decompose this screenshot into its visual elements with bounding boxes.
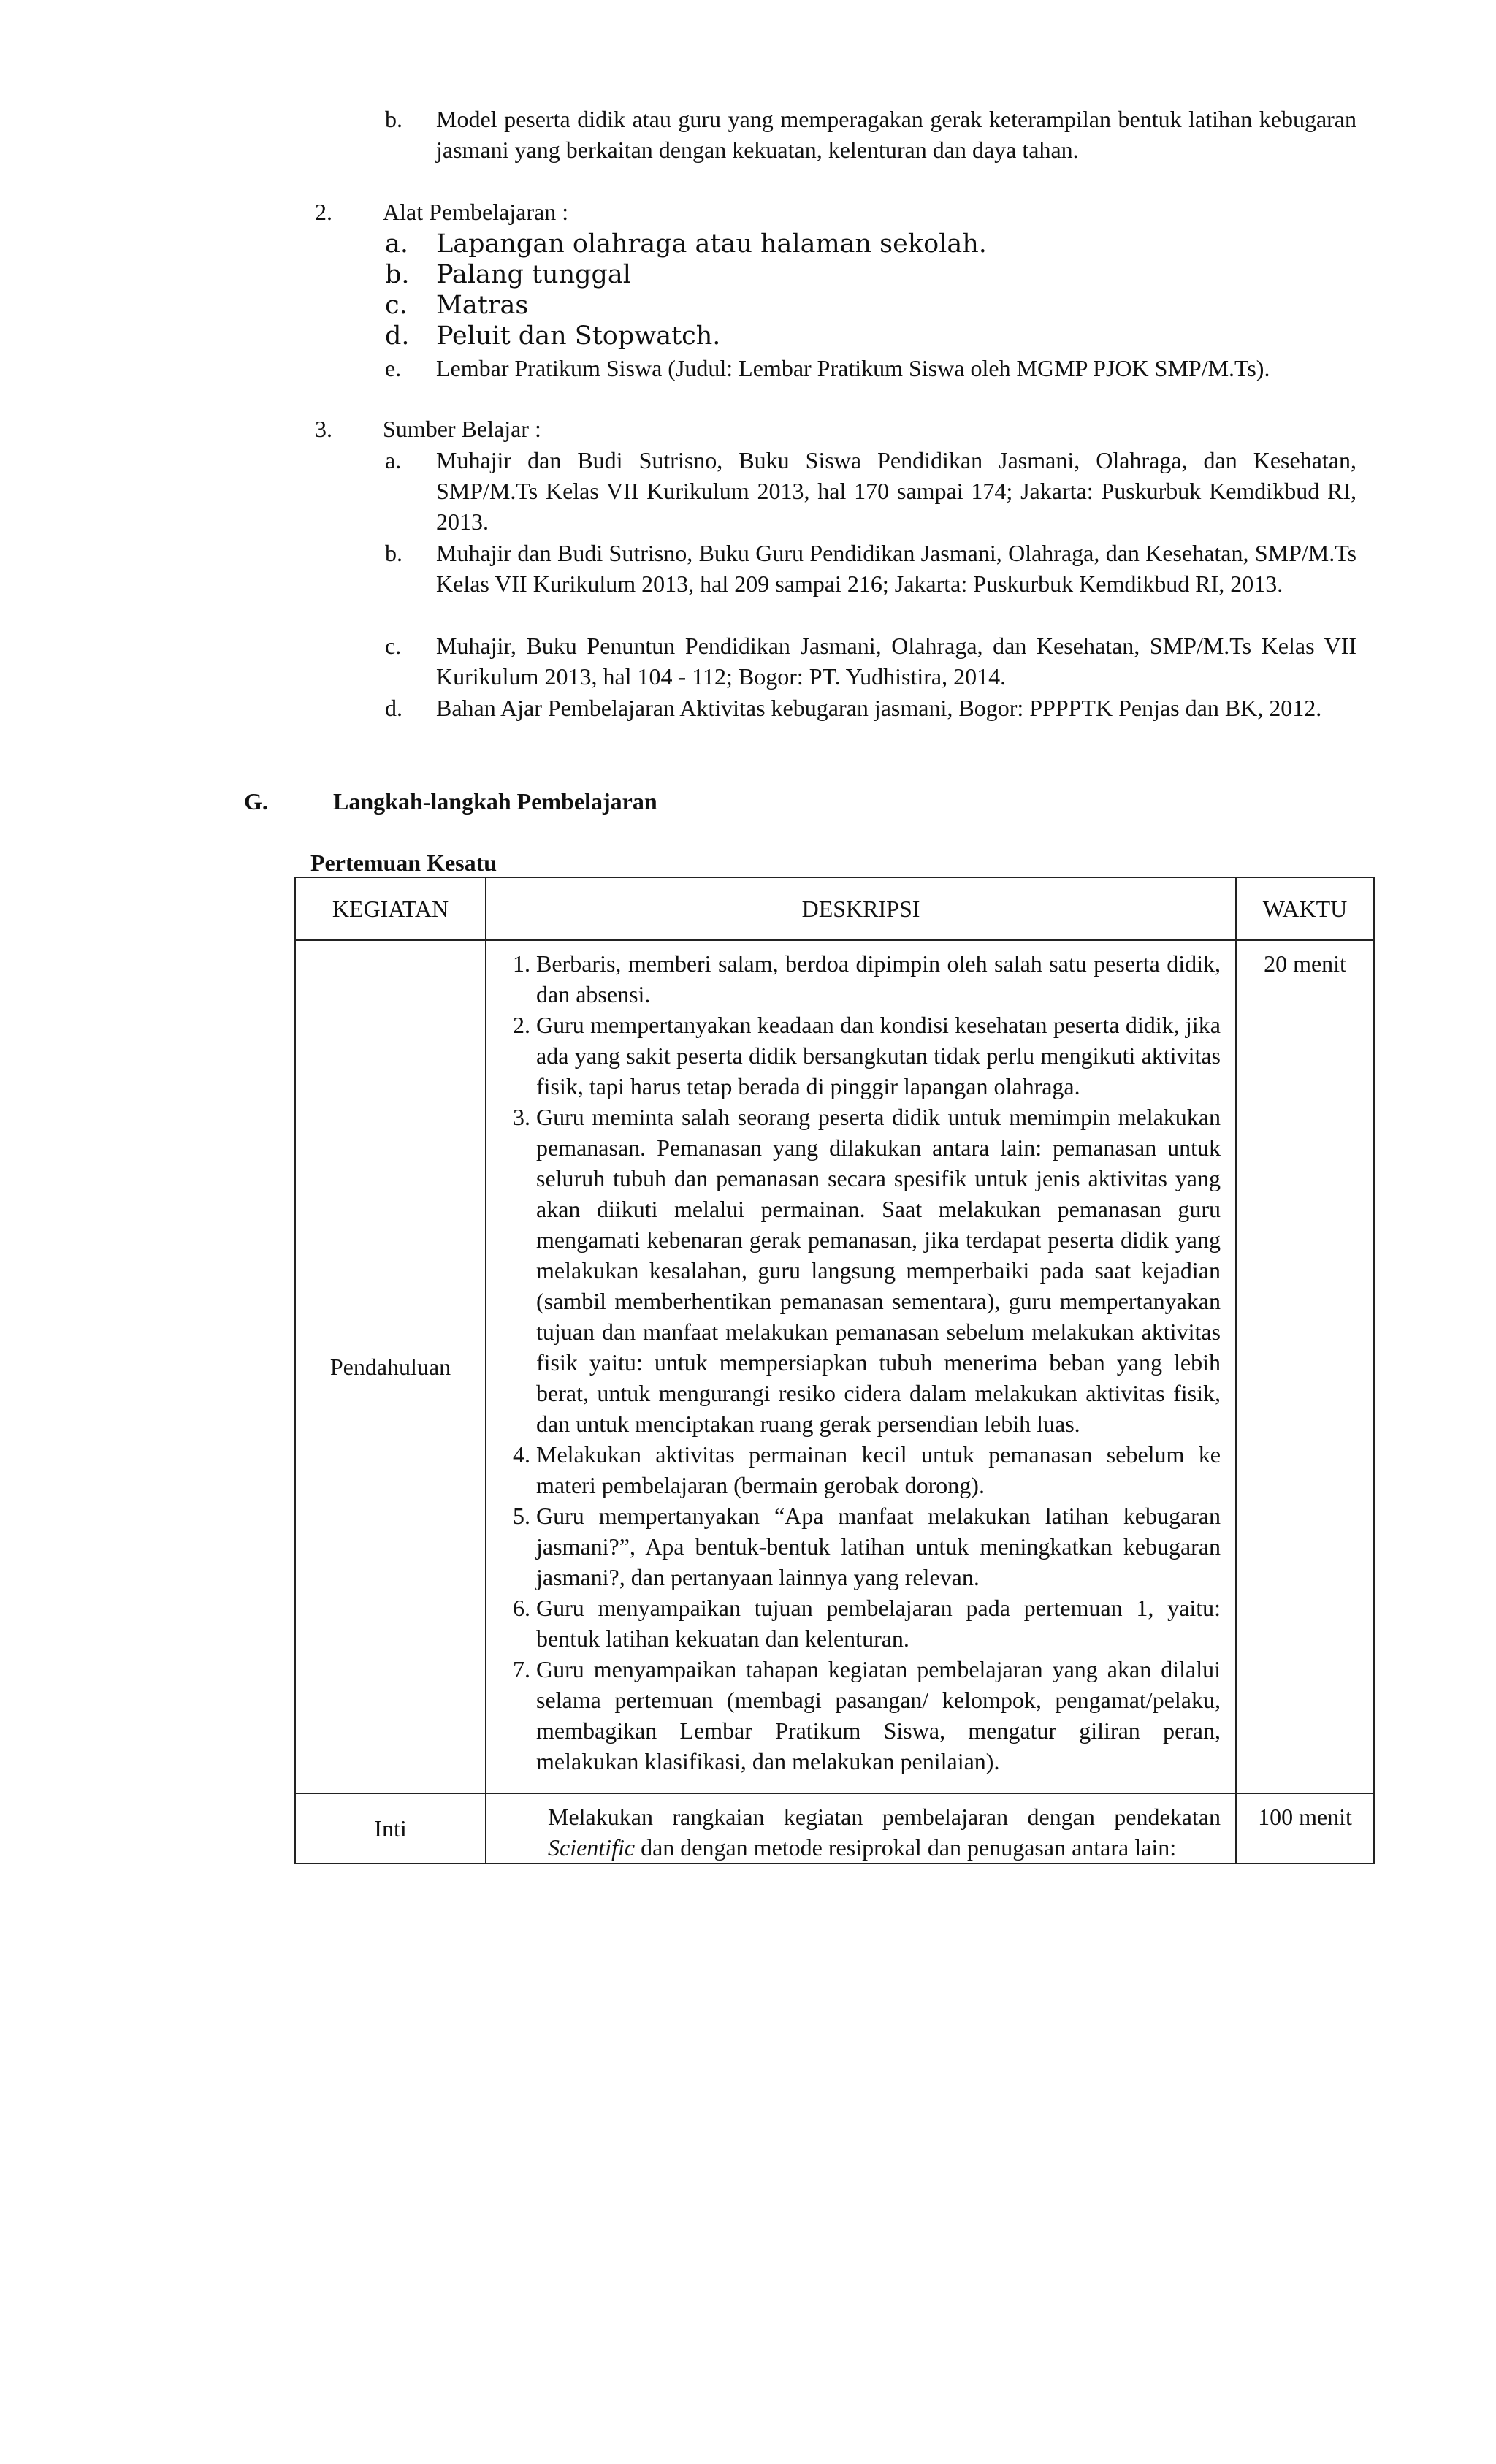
item-label: a. [385, 447, 402, 473]
item-text: Palang tunggal [436, 260, 631, 289]
list-item: 5. Guru mempertanyakan “Apa manfaat melakukan latihan kebugaran jasmani?”, Apa bentuk-bentuk latihan untuk meningkatkan kebugaran jasmani?, dan pertanyaan lainnya yang relevan. [536, 1500, 1221, 1593]
description-pendahuluan [486, 940, 1236, 1793]
alat-item-b [385, 259, 631, 290]
item-label: e. [385, 355, 402, 381]
item-text: Muhajir, Buku Penuntun Pendidikan Jasmani, Olahraga, dan Kesehatan, SMP/M.Ts Kelas VII Kurikulum 2013, hal 104 - 112; Bogor: PT. Yudhistira, 2014. [436, 633, 1356, 690]
list-item: 2. Guru mempertanyakan keadaan dan kondisi kesehatan peserta didik, jika ada yang sakit peserta didik bersangkutan tidak perlu mengikuti aktivitas fisik, tapi harus tetap berada di pinggir lapangan olahraga. [536, 1010, 1221, 1102]
activity-pendahuluan: Pendahuluan [295, 940, 486, 1793]
activity-inti: Inti [295, 1793, 486, 1864]
item-label: c. [385, 633, 402, 659]
item-text: Lapangan olahraga atau halaman sekolah. [436, 229, 987, 259]
item-label: b. [385, 106, 402, 132]
header-waktu: WAKTU [1236, 877, 1374, 940]
item-label: b. [385, 540, 402, 566]
list-item: 3. Guru meminta salah seorang peserta didik untuk memimpin melakukan pemanasan. Pemanasan yang dilakukan antara lain: pemanasan untuk seluruh tubuh dan pemanasan secara spesifik untuk jenis aktivitas yang akan diikuti melalui permainan. Saat melakukan pemanasan guru mengamati kebenaran gerak pemanasan, jika terdapat peserta didik yang melakukan kesalahan, guru langsung memperbaiki pada saat kejadian (sambil memberhentikan pemanasan sementara), guru mempertanyakan tujuan dan manfaat melakukan pemanasan sebelum melakukan aktivitas fisik yaitu: untuk mempersiapkan tubuh menerima beban yang lebih berat, untuk mengurangi resiko cidera dalam melakukan aktivitas fisik, dan untuk menciptakan ruang gerak persendian lebih luas. [536, 1102, 1221, 1439]
inti-desc-before: Melakukan rangkaian kegiatan pembelajaran dengan pendekatan [548, 1804, 1221, 1830]
item-label: b. [385, 260, 410, 289]
item-label: a. [385, 229, 408, 259]
section-g-title: Langkah-langkah Pembelajaran [333, 788, 657, 815]
alat-item-a [385, 229, 987, 259]
alat-item-d [385, 321, 720, 351]
alat-title: Alat Pembelajaran : [383, 199, 569, 225]
section-g-letter: G. [244, 788, 268, 815]
time-pendahuluan: 20 menit [1236, 940, 1374, 1793]
item-text: Peluit dan Stopwatch. [436, 321, 721, 351]
inti-desc-after: dan dengan metode resiprokal dan penugasan antara lain: [635, 1834, 1177, 1861]
time-inti: 100 menit [1236, 1793, 1374, 1864]
item-label: d. [385, 695, 402, 721]
lesson-steps-table [294, 877, 1375, 1864]
description-inti [486, 1793, 1236, 1864]
alat-item-c [385, 290, 528, 321]
item-text: Muhajir dan Budi Sutrisno, Buku Siswa Pendidikan Jasmani, Olahraga, dan Kesehatan, SMP/M.Ts Kelas VII Kurikulum 2013, hal 170 sampai 174; Jakarta: Puskurbuk Kemdikbud RI, 2013. [436, 447, 1356, 535]
list-item: 6. Guru menyampaikan tujuan pembelajaran pada pertemuan 1, yaitu: bentuk latihan kekuatan dan kelenturan. [536, 1593, 1221, 1654]
item-label: d. [385, 321, 410, 351]
table-row-pendahuluan [295, 940, 1374, 1793]
header-deskripsi: DESKRIPSI [486, 877, 1236, 940]
table-header-row [295, 877, 1374, 940]
list-item: 7. Guru menyampaikan tahapan kegiatan pembelajaran yang akan dilalui selama pertemuan (membagi pasangan/ kelompok, pengamat/pelaku, membagikan Lembar Pratikum Siswa, mengatur giliran peran, melakukan klasifikasi, dan melakukan penilaian). [536, 1654, 1221, 1777]
item-text: Lembar Pratikum Siswa (Judul: Lembar Pratikum Siswa oleh MGMP PJOK SMP/M.Ts). [436, 355, 1270, 381]
table-row-inti [295, 1793, 1374, 1864]
header-kegiatan: KEGIATAN [295, 877, 486, 940]
list-item: 4. Melakukan aktivitas permainan kecil untuk pemanasan sebelum ke materi pembelajaran (bermain gerobak dorong). [536, 1439, 1221, 1500]
alat-number: 2. [315, 199, 332, 225]
meeting-title: Pertemuan Kesatu [310, 850, 497, 876]
sumber-number: 3. [315, 416, 332, 442]
sumber-title: Sumber Belajar : [383, 416, 541, 442]
alat-heading [315, 197, 332, 227]
pendahuluan-steps [486, 941, 1235, 1793]
item-text: Muhajir dan Budi Sutrisno, Buku Guru Pendidikan Jasmani, Olahraga, dan Kesehatan, SMP/M.Ts Kelas VII Kurikulum 2013, hal 209 sampai 216; Jakarta: Puskurbuk Kemdikbud RI, 2013. [436, 540, 1356, 597]
item-label: c. [385, 291, 408, 320]
item-text: Matras [436, 291, 529, 320]
list-item: 1. Berbaris, memberi salam, berdoa dipimpin oleh salah satu peserta didik, dan absensi. [536, 948, 1221, 1010]
item-text: Bahan Ajar Pembelajaran Aktivitas kebugaran jasmani, Bogor: PPPPTK Penjas dan BK, 2012. [436, 695, 1322, 721]
inti-desc-italic: Scientific [548, 1834, 636, 1861]
item-text: Model peserta didik atau guru yang memperagakan gerak keterampilan bentuk latihan kebugaran jasmani yang berkaitan dengan kekuatan, kelenturan dan daya tahan. [436, 106, 1356, 163]
